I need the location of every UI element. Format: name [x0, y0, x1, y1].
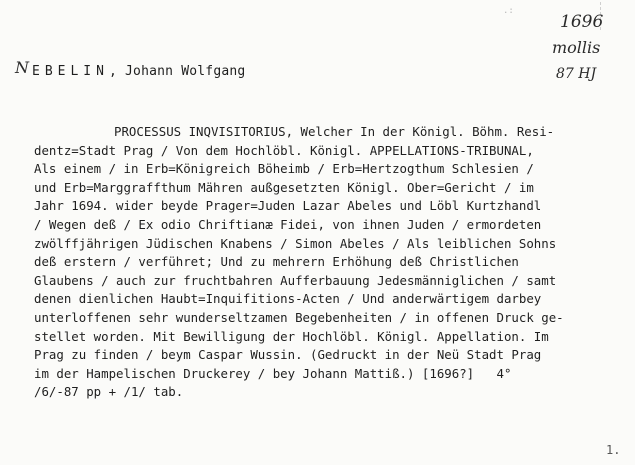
body-line: stellet worden. Mit Bewilligung der Hochlöbl. Königl. Appellation. Im — [34, 328, 549, 344]
body-line: Als einem / in Erb=Königreich Böheimb / Erb=Hertzogthum Schlesien / — [34, 161, 534, 177]
handwritten-month: mollis — [552, 38, 601, 57]
body-line: unterloffenen sehr wunderseltzamen Begebenheiten / in offenen Druck ge- — [34, 309, 564, 325]
heading-given-names: , Johann Wolfgang — [108, 64, 246, 79]
body-line: Glaubens / auch zur fruchtbahren Aufferbauung Jedesmänniglichen / samt — [34, 272, 557, 288]
body-line: und Erb=Marggraffthum Mähren außgesetzten Königl. Ober=Gericht / im — [34, 179, 534, 195]
body-line: dentz=Stadt Prag / Von dem Hochlöbl. Königl. APPELLATIONS-TRIBUNAL, — [34, 142, 534, 158]
body-line: im der Hampelischen Druckerey / bey Johann Mattiß.) [1696?] 4° — [34, 365, 512, 381]
body-line: denen dienlichen Haubt=Inquifitions-Acten / Und anderwärtigem darbey — [34, 291, 542, 307]
corner-marks: .: — [503, 6, 514, 16]
handwritten-left-mark: N — [15, 58, 29, 77]
body-line: /6/-87 pp + /1/ tab. — [34, 384, 184, 400]
body-line: / Wegen deß / Ex odio Chriftianæ Fidei, von ihnen Juden / ermordeten — [34, 216, 542, 232]
body-line: zwölffjährigen Jüdischen Knabens / Simon Abeles / Als leiblichen Sohns — [34, 235, 557, 251]
card-heading — [32, 64, 245, 79]
body-line: Prag zu finden / beym Caspar Wussin. (Gedruckt in der Neü Stadt Prag — [34, 347, 542, 363]
body-line: PROCESSUS INQVISITORIUS, Welcher In der Königl. Böhm. Resi- — [114, 124, 555, 139]
heading-surname: EBELIN — [32, 64, 109, 79]
page-mark: 1. — [606, 443, 621, 457]
card-body — [34, 123, 604, 402]
body-line: deß erstern / verführet; Und zu mehrern Erhöhung deß Christlichen — [34, 254, 519, 270]
handwritten-year: 1696 — [560, 12, 604, 32]
body-line: Jahr 1694. wider beyde Prager=Juden Lazar Abeles und Löbl Kurtzhandl — [34, 198, 542, 214]
handwritten-number: 87 HJ — [556, 66, 597, 82]
